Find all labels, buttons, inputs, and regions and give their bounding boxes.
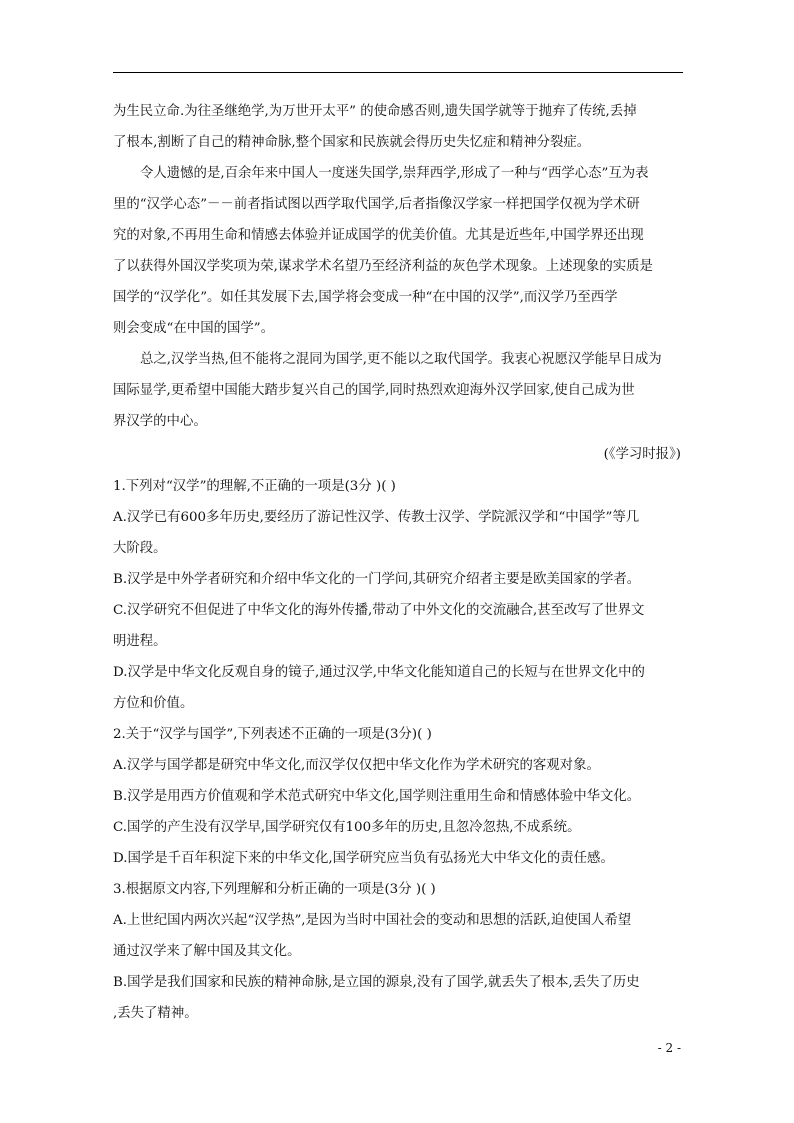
option-line: A.汉学与国学都是研究中华文化,而汉学仅仅把中华文化作为学术研究的客观对象。 [113,758,600,773]
header-rule [113,72,683,73]
body-line: 国学的“汉学化”。如任其发展下去,国学将会变成一种“在中国的汉学”,而汉学乃至西学 [113,290,618,305]
body-line: 为生民立命.为往圣继绝学,为万世开太平” 的使命感否则,遗失国学就等于抛弃了传统,丢掉 [113,104,637,119]
option-line: 通过汉学来了解中国及其文化。 [113,944,301,959]
option-line: B.国学是我们国家和民族的精神命脉,是立国的源泉,没有了国学,就丢失了根本,丢失了历史 [113,975,640,990]
option-line: B.汉学是用西方价值观和学术范式研究中华文化,国学则注重用生命和情感体验中华文化。 [113,789,641,804]
question-1: 1.下列对“汉学”的理解,不正确的一项是(3分 )( ) [113,479,396,494]
paragraph-start-line: 令人遗憾的是,百余年来中国人一度迷失国学,崇拜西学,形成了一种与“西学心态”互为表 [140,166,649,181]
question-3: 3.根据原文内容,下列理解和分析正确的一项是(3分 )( ) [113,882,436,897]
body-line: 了以获得外国汉学奖项为荣,谋求学术名望乃至经济利益的灰色学术现象。上述现象的实质是 [113,259,653,274]
option-line: C.汉学研究不但促进了中华文化的海外传播,带动了中外文化的交流融合,甚至改写了世界文 [113,603,645,618]
option-line: 明进程。 [113,634,167,649]
option-line: D.国学是千百年积淀下来的中华文化,国学研究应当负有弘扬光大中华文化的责任感。 [113,851,614,866]
option-line: ,丢失了精神。 [113,1006,198,1021]
option-line: D.汉学是中华文化反观自身的镜子,通过汉学,中华文化能知道自己的长短与在世界文化中的 [113,665,645,680]
option-line: 方位和价值。 [113,696,194,711]
option-line: 大阶段。 [113,541,167,556]
body-line: 了根本,割断了自己的精神命脉,整个国家和民族就会得历史失忆症和精神分裂症。 [113,135,591,150]
body-line: 国际显学,更希望中国能大踏步复兴自己的国学,同时热烈欢迎海外汉学回家,使自己成为世 [113,383,635,398]
body-line: 则会变成“在中国的国学”。 [113,321,274,336]
source-citation: (《学习时报》) [603,447,681,462]
option-line: A.汉学已有600多年历史,要经历了游记性汉学、传教士汉学、学院派汉学和“中国学”等几 [113,510,640,525]
paragraph-start-line: 总之,汉学当热,但不能将之混同为国学,更不能以之取代国学。我衷心祝愿汉学能早日成为 [140,352,662,367]
body-line: 里的“汉学心态”－－前者指试图以西学取代国学,后者指像汉学家一样把国学仅视为学术研 [113,197,640,212]
question-2: 2.关于“汉学与国学”,下列表述不正确的一项是(3分)( ) [113,727,432,742]
body-line: 究的对象,不再用生命和情感去体验并证成国学的优美价值。尤其是近些年,中国学界还出现 [113,228,644,243]
option-line: B.汉学是中外学者研究和介绍中华文化的一门学问,其研究介绍者主要是欧美国家的学者。 [113,572,641,587]
page-number: - 2 - [657,1041,681,1055]
option-line: A.上世纪国内两次兴起“汉学热”,是因为当时中国社会的变动和思想的活跃,迫使国人希望 [113,913,632,928]
body-line: 界汉学的中心。 [113,414,207,429]
option-line: C.国学的产生没有汉学早,国学研究仅有100多年的历史,且忽冷忽热,不成系统。 [113,820,581,835]
